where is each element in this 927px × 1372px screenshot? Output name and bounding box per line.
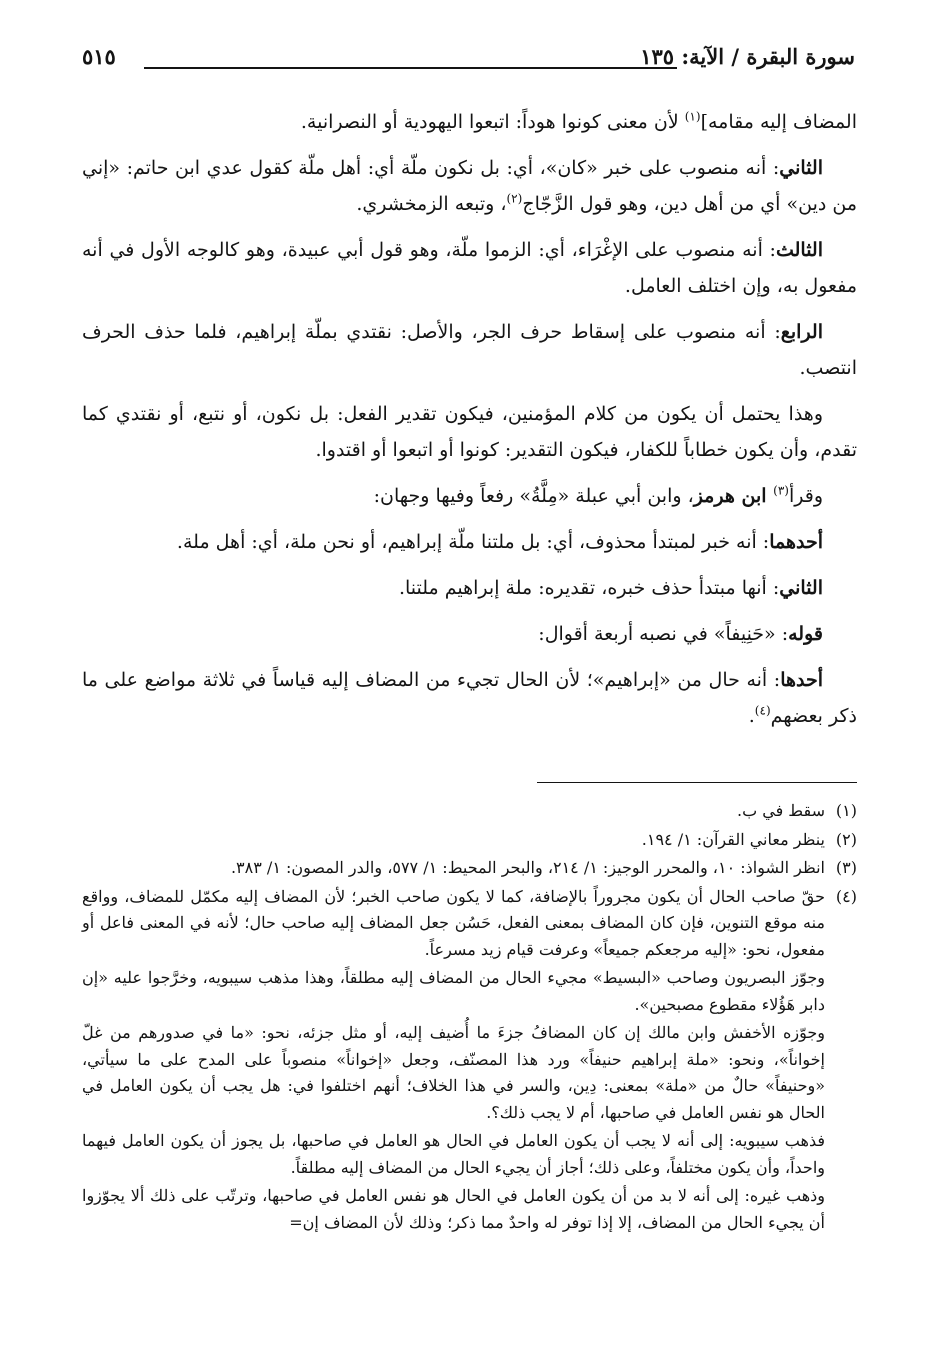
text: : أنه منصوب على الإغْرَاء، أي: الزموا ملّة، وهو قول أبي عبيدة، وهو كالوجه الأول في أنه مفعول به، وإن اختلف العامل. [82,239,857,297]
lead-term: الثاني [779,577,823,599]
footnote-ref-3[interactable]: (٣) [773,483,789,498]
footnote-ref-2[interactable]: (٢) [506,191,523,206]
running-title: سورة البقرة / الآية: ١٣٥ [640,44,855,69]
footnote-text: ينظر معاني القرآن: ١/ ١٩٤. [641,829,825,849]
footnote-4 [82,884,857,964]
lead-term: أحدها [780,669,823,691]
paragraph-8 [82,570,857,606]
paragraph-3 [82,232,857,304]
paragraph-2 [82,150,857,222]
paragraph-7 [82,524,857,560]
paragraph-9 [82,616,857,652]
paragraph-6 [82,478,857,514]
footnote-number: (٤) [835,886,857,906]
footnote-number: (٢) [835,829,857,849]
footnote-number: (٣) [835,858,857,877]
footnote-3 [82,855,857,882]
header-rule [144,67,677,69]
text: ، وابن أبي عبلة «مِلَّةُ» رفعاً وفيها وجهان: [373,485,694,507]
footnote-separator [537,782,857,783]
text: : أنه منصوب على إسقاط حرف الجر، والأصل: نقتدي بملّة إبراهيم، فلما حذف الحرف انتصب. [82,321,857,379]
text: : أنه خبر لمبتدأ محذوف، أي: بل ملتنا ملّة إبراهيم، أو نحن ملة، أي: أهل ملة. [176,531,770,553]
paragraph-1 [82,104,857,140]
footnote-4-continued: وذهب غيره: إلى أنه لا بد من أن يكون العامل في الحال هو نفس العامل في صاحبها، وترتّب على ذلك ألا يجوّزوا أن يجيء الحال من المضاف، إلا إذا توفر له واحدٌ مما ذكر؛ وذلك لأن المضاف إن= [82,1186,825,1232]
footnote-ref-4[interactable]: (٤) [754,703,771,718]
text: لأن معنى كونوا هوداً: اتبعوا اليهودية أو النصرانية. [300,111,685,133]
text: وهذا يحتمل أن يكون من كلام المؤمنين، فيكون تقدير الفعل: بل نكون، أو نتبع، أو نقتدي كما تقدم، وأن يكون خطاباً للكفار، فيكون التقدير: كونوا أو اتبعوا أو اقتدوا. [82,403,857,461]
lead-term: الثاني [779,157,823,179]
footnote-1 [82,798,857,825]
lead-term: ابن هرمز [693,485,774,507]
lead-term: أحدهما [769,531,823,553]
lead-term: الرابع [780,321,823,343]
footnote-number: (١) [835,801,857,820]
footnote-4-continued: وجوّزه الأخفش وابن مالك إن كان المضافُ جزءَ ما أُضيف إليه، أو مثل جزئه، نحو: «ما في صدورهم من غلّ إخواناً»، ونحو: «ملة إبراهيم حنيفاً» ورد هذا المصنّف، وجعل «إخواناً» منصوباً على المدح على ما سيأتي، «وحنيفاً» حالٌ من «ملة» بمعنى: دِين، والسر في هذا الخلاف؛ أنهم اختلفوا في: هل يجب أن يكون العامل في الحال هو نفس العامل في صاحبها، أم لا يجب ذلك؟. [82,1023,826,1122]
footnote-text: حقّ صاحب الحال أن يكون مجروراً بالإضافة، كما لا يكون صاحب الخبر؛ لأن المضاف إليه مكمّل للمضاف، وواقع منه موقع التنوين، فإن كان المضاف بمعنى الفعل، حَسُن جعل المضاف إليه صاحب حال؛ لأنه في المعنى فاعل أو مفعول، نحو: «إليه مرجعكم جميعاً» وعرفت قيام زيد مسرعاً. [82,886,825,959]
footnote-4-continued: فذهب سيبويه: إلى أنه لا يجب أن يكون العامل في الحال هو العامل في صاحبها، بل يجوز أن يكون العامل فيهما واحداً، وأن يكون مختلفاً، وعلى ذلك؛ أجاز أن يجيء الحال من المضاف إليه مطلقاً. [82,1131,825,1177]
text: : أنه حال من «إبراهيم»؛ لأن الحال تجيء من المضاف إليه قياساً في ثلاثة مواضع على ما ذكر بعضهم [82,669,857,727]
lead-term: قوله [788,623,823,645]
footnote-text: انظر الشواذ: ١٠، والمحرر الوجيز: ١/ ٢١٤، والبحر المحيط: ١/ ٥٧٧، والدر المصون: ١/ ٣٨٣. [230,858,825,877]
main-text [82,104,857,744]
page-number: ٥١٥ [82,44,116,69]
footnote-text: سقط في ب. [737,801,825,820]
footnote-ref-1[interactable]: (١) [684,109,701,124]
paragraph-10 [82,662,857,734]
text: : «حَنِيفاً» في نصبه أربعة أقوال: [538,623,789,645]
text: وقرأ [788,485,823,507]
footnotes [82,798,857,1238]
footnote-2 [82,827,857,854]
text: : أنه منصوب على خبر «كان»، أي: بل نكون ملّة أي: أهل ملّة كقول عدي ابن حاتم: «إني من دين» أي من أهل دين، وهو قول الزَّجّاج [82,157,857,215]
text: : أنها مبتدأ حذف خبره، تقديره: ملة إبراهيم ملتنا. [398,577,780,599]
text: . [748,705,755,727]
paragraph-4 [82,314,857,386]
lead-term: الثالث [775,239,823,261]
page-header [82,40,855,76]
text: المضاف إليه مقامه] [700,111,857,133]
text: ، وتبعه الزمخشري. [356,193,507,215]
footnote-4-continued: وجوّز البصريون وصاحب «البسيط» مجيء الحال من المضاف إليه مطلقاً، وهذا مذهب سيبويه، وخرَّجوا عليه «إن دابر هَؤُلاء مقطوع مصبحين». [82,968,825,1014]
paragraph-5 [82,396,857,468]
